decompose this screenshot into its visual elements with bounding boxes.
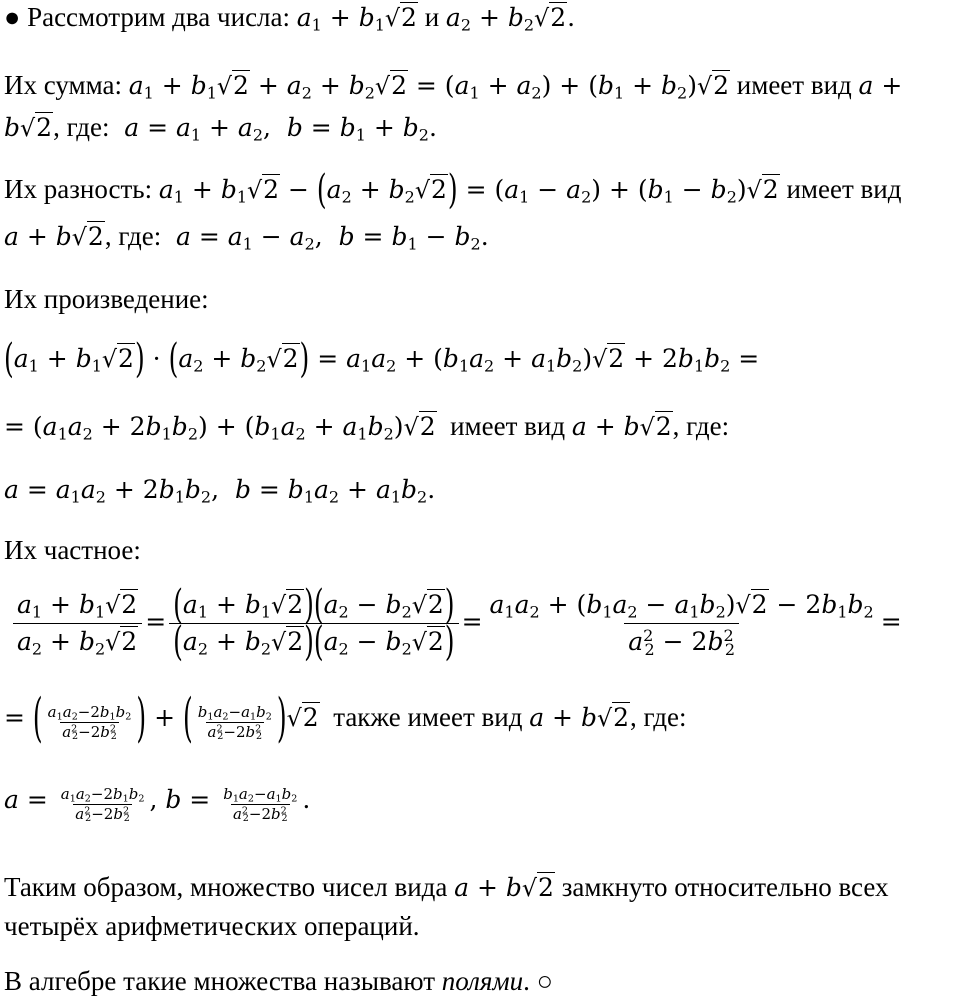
- final-term: полями: [441, 966, 524, 996]
- intro-text: Рассмотрим два числа:: [27, 2, 291, 32]
- sum-has-form: имеет вид: [736, 70, 852, 100]
- and-text: и: [424, 2, 440, 32]
- diff-line-1: [4, 166, 902, 213]
- formula-product-2: = $(a_1a_2 + 2b_1b_2) + (b_1a_2 + a_1b_2)√2$ имеет вид a + b√2, где:: [4, 411, 730, 444]
- formula-quotient-1: $\frac{a_1 + b_1√2}{a_2 + b_2√2}$ = $\frac{(a_1 + b_1√2)(a_2 - b_2√2)}{(a_2 + b_2√2)(a_2 - b_2√2)}$ = $\frac{a_1a_2 + (b_1a_2 - a_1b_2)√2 - 2b_1b_2}{a^2_2 - 2b^2_2}$ =: [10, 592, 902, 655]
- quot-label: Их частное:: [4, 535, 141, 565]
- diff-line-2: a + b√2, где: $a = a_1 - a_2$, $b = b_1 - b_2$.: [4, 221, 489, 254]
- bullet: ●: [4, 2, 21, 32]
- sum-line-1: Их сумма: $a_1 + b_1√2 + a_2 + b_2√2 = (a_1 + a_2) + (b_1 + b_2)√2$ имеет вид a +: [4, 70, 903, 103]
- formula-sum: $a_1 + b_1√2 + a_2 + b_2√2 = (a_1 + a_2) + (b_1 + b_2)√2$: [128, 71, 730, 103]
- formula-sum-form: b√2: [4, 113, 53, 142]
- final-line: В алгебре такие множества называют полями. ○: [4, 966, 553, 996]
- formula-form: a + b√2: [454, 873, 554, 902]
- diff-has-form: имеет вид: [786, 174, 902, 204]
- prod-label: Их произведение:: [4, 284, 209, 314]
- diff-label: Их разность:: [4, 174, 153, 204]
- formula-quotient-2: = ( $\frac{a_1a_2-2b_1b_2}{a^2_2-2b^2_2}$ ) + ( $\frac{b_1a_2-a_1b_2}{a^2_2-2b^2_2}$ )√2 также имеет вид a + b√2, где:: [4, 687, 687, 748]
- intro-line: [4, 2, 576, 35]
- formula-diff: $a_1 + b_1√2 - (a_2 + b_2√2) = (a_1 - a_2) + (b_1 - b_2)√2$: [158, 166, 779, 213]
- formula-product-1: $(a_1 + b_1√2) \cdot (a_2 + b_2√2) = a_1a_2 + (b_1a_2 + a_1b_2)√2 + 2b_1b_2$ =: [4, 335, 760, 382]
- formula-diff-coeffs: $a = a_1 - a_2$, $b = b_1 - b_2$.: [175, 222, 489, 254]
- formula-second-number: $a_2 + b_2√2$.: [445, 3, 576, 35]
- conclusion-line-1: Таким образом, множество чисел вида a + b√2 замкнуто относительно всех: [4, 872, 889, 902]
- formula-first-number: $a_1 + b_1√2$: [296, 3, 417, 35]
- sum-label: Их сумма:: [4, 70, 122, 100]
- sum-line-2: b√2, где: $a = a_1 + a_2$, $b = b_1 + b_2$.: [4, 112, 437, 145]
- formula-quotient-coeffs: a = $\frac{a_1a_2-2b_1b_2}{a^2_2-2b^2_2}$ , b = $\frac{b_1a_2-a_1b_2}{a^2_2-2b^2_2}$ .: [4, 784, 311, 825]
- formula-diff-form: a + b√2: [4, 222, 104, 251]
- conclusion-line-2: четырёх арифметических операций.: [4, 911, 420, 941]
- formula-sum-coeffs: $a = a_1 + a_2$, $b = b_1 + b_2$.: [124, 113, 437, 145]
- formula-product-coeffs: $a = a_1a_2 + 2b_1b_2$, $b = b_1a_2 + a_1b_2$.: [4, 475, 436, 507]
